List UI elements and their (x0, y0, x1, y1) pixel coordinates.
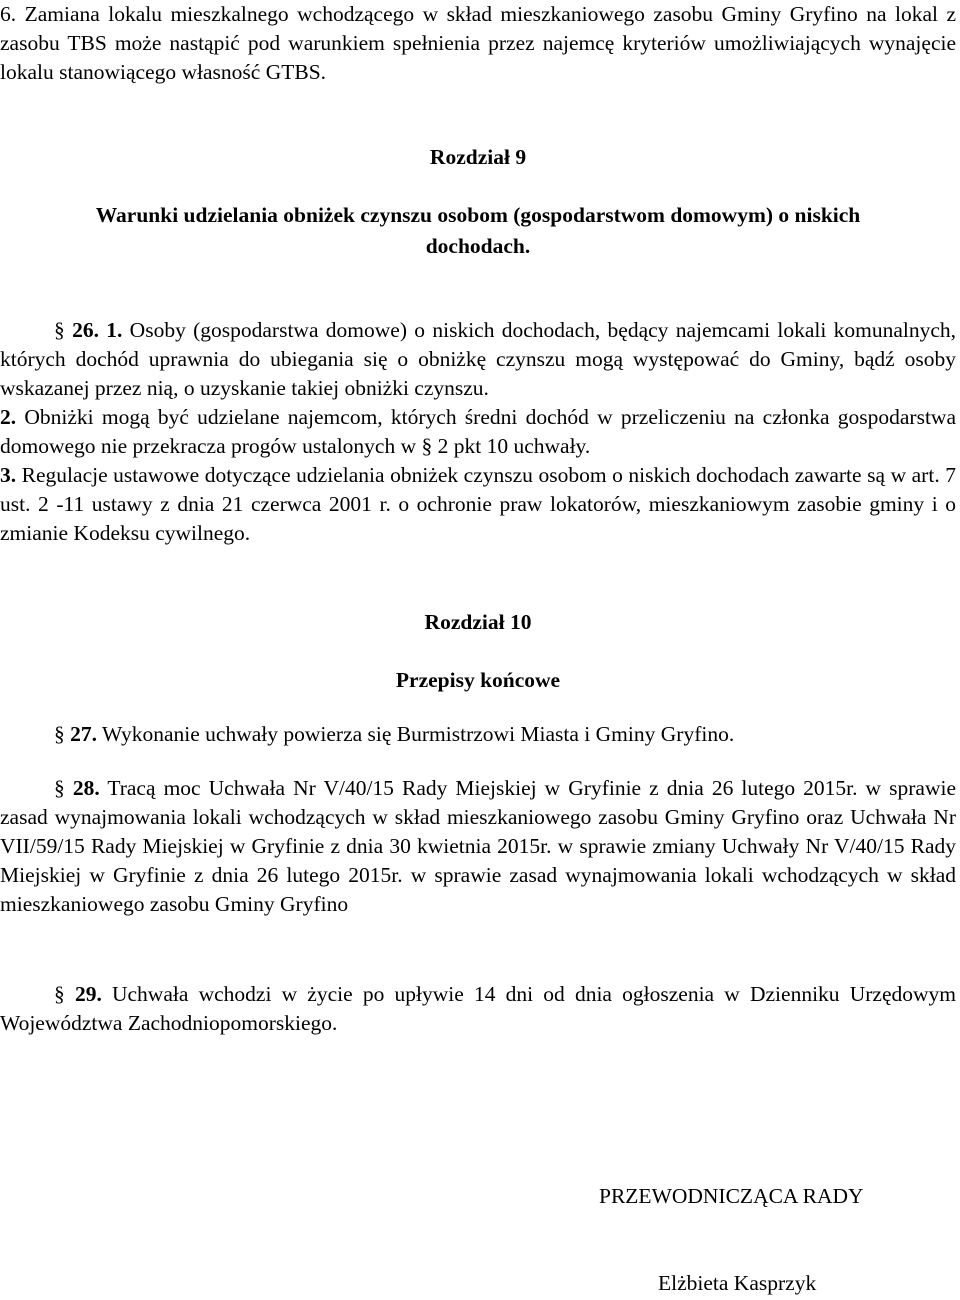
signature-role: PRZEWODNICZĄCA RADY (599, 1184, 864, 1208)
signature-name: Elżbieta Kasprzyk (658, 1271, 817, 1295)
paragraph-26-point-3-number: 3. (0, 463, 17, 487)
section-sign: § (54, 318, 65, 342)
paragraph-29 (0, 980, 956, 1038)
chapter-9-heading: Rozdział 9 (429, 145, 527, 169)
section-sign: § (54, 982, 65, 1006)
paragraph-29-text: Uchwała wchodzi w życie po upływie 14 dni od dnia ogłoszenia w Dzienniku Urzędowym Województwa Zachodniopomorskiego. (0, 982, 956, 1035)
section-sign: § (54, 722, 65, 746)
paragraph-26-point-1: Osoby (gospodarstwa domowe) o niskich dochodach, będący najemcami lokali komunalnych, których dochód uprawnia do ubiegania się o obniżkę czynszu mogą występować do Gminy, bądź osoby wskazanej przez nią, o uzyskanie takiej obniżki czynszu. (0, 318, 957, 400)
paragraph-26-point-2: Obniżki mogą być udzielane najemcom, których średni dochód w przeliczeniu na członka gospodarstwa domowego nie przekracza progów ustalonych w (0, 405, 956, 458)
chapter-9-title-line-1: Warunki udzielania obniżek czynszu osobom (gospodarstwom domowym) o niskich (95, 203, 861, 227)
paragraph-27 (0, 720, 956, 749)
section-sign: § (54, 776, 65, 800)
chapter-9-title-line-2: dochodach. (425, 234, 531, 258)
paragraph-27-number: 27. (70, 722, 97, 746)
chapter-10-title: Przepisy końcowe (395, 668, 561, 692)
paragraph-26-number: 26. 1. (72, 318, 123, 342)
paragraph-27-text: Wykonanie uchwały powierza się Burmistrzowi Miasta i Gminy Gryfino. (97, 722, 735, 746)
chapter-10-heading: Rozdział 10 (424, 610, 532, 634)
paragraph-26-point-2-number: 2. (0, 405, 17, 429)
paragraph-28-number: 28. (72, 776, 100, 800)
paragraph-26-point-2-end: 2 pkt 10 uchwały. (432, 434, 591, 458)
paragraph-26-point-3: Regulacje ustawowe dotyczące udzielania obniżek czynszu osobom o niskich dochodach zawarte są w art. 7 ust. 2 -11 ustawy z dnia 21 czerwca 2001 r. o ochronie praw lokatorów, mieszkaniowym zasobie gminy i o zmianie Kodeksu cywilnego. (0, 463, 956, 545)
item-6-paragraph (0, 0, 956, 87)
paragraph-28 (0, 774, 956, 919)
section-sign: § (421, 434, 433, 458)
item-6-text: 6. Zamiana lokalu mieszkalnego wchodzącego w skład mieszkaniowego zasobu Gminy Gryfino na lokal z zasobu TBS może nastąpić pod warunkiem spełnienia przez najemcę kryteriów umożliwiających wynajęcie lokalu stanowiącego własność GTBS. (0, 2, 956, 84)
paragraph-26 (0, 316, 956, 548)
paragraph-29-number: 29. (74, 982, 102, 1006)
paragraph-28-text: Tracą moc Uchwała Nr V/40/15 Rady Miejskiej w Gryfinie z dnia 26 lutego 2015r. w sprawie zasad wynajmowania lokali wchodzących w skład mieszkaniowego zasobu Gminy Gryfino oraz Uchwała Nr VII/59/15 Rady Miejskiej w Gryfinie z dnia 30 kwietnia 2015r. w sprawie zmiany Uchwały Nr V/40/15 Rady Miejskiej w Gryfinie z dnia 26 lutego 2015r. w sprawie zasad wynajmowania lokali wchodzących w skład mieszkaniowego zasobu Gminy Gryfino (0, 776, 957, 916)
